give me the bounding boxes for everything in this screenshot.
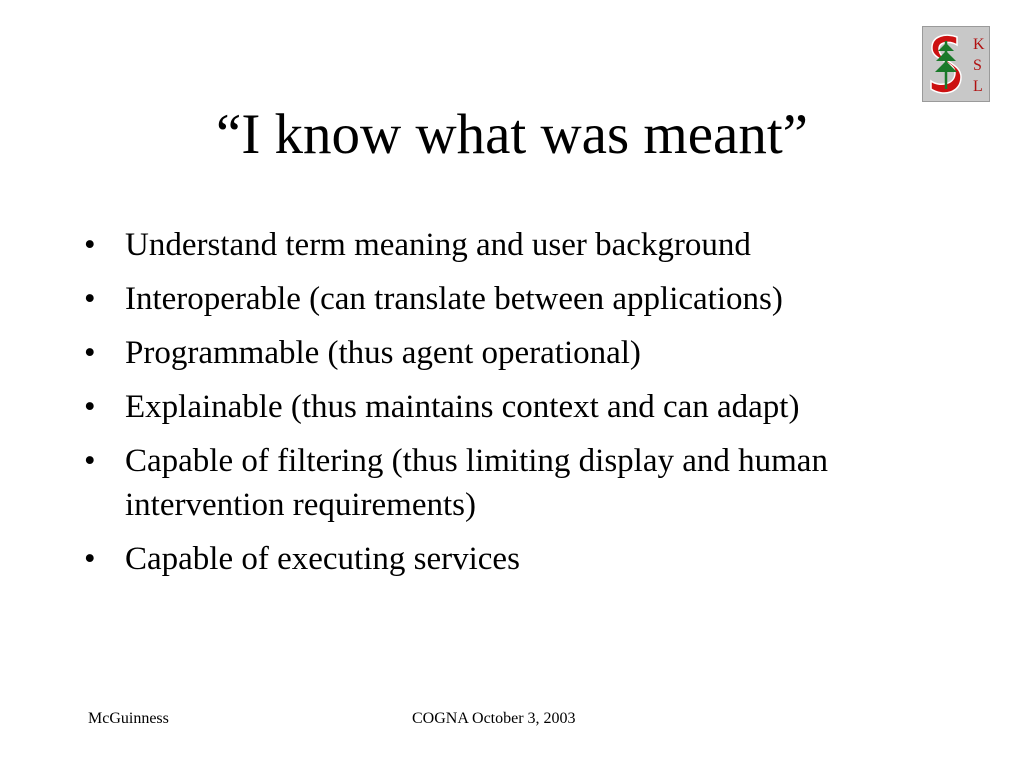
bullet-text: Capable of filtering (thus limiting display and human intervention requirements) xyxy=(125,443,828,523)
bullet-icon: • xyxy=(84,227,96,263)
logo-graphic xyxy=(923,27,989,101)
bullet-item xyxy=(84,439,964,527)
footer-event-date: COGNA October 3, 2003 xyxy=(412,710,576,727)
bullet-text: Explainable (thus maintains context and can adapt) xyxy=(125,389,800,425)
bullet-item xyxy=(84,537,964,581)
slide-title: “I know what was meant” xyxy=(216,103,808,166)
bullet-text: Understand term meaning and user background xyxy=(125,227,751,263)
bullet-icon: • xyxy=(84,443,96,479)
bullet-item xyxy=(84,223,964,267)
bullet-icon: • xyxy=(84,541,96,577)
logo-letter-l: L xyxy=(973,78,983,95)
bullet-icon: • xyxy=(84,389,96,425)
logo-letter-k: K xyxy=(973,36,985,53)
bullet-text: Programmable (thus agent operational) xyxy=(125,335,641,371)
bullet-item xyxy=(84,277,964,321)
bullet-item xyxy=(84,385,964,429)
bullet-icon: • xyxy=(84,281,96,317)
bullet-list xyxy=(84,223,964,591)
footer-author: McGuinness xyxy=(88,710,169,727)
bullet-icon: • xyxy=(84,335,96,371)
stanford-ksl-logo-icon xyxy=(922,26,990,102)
logo-letter-s: S xyxy=(973,57,982,74)
bullet-text: Capable of executing services xyxy=(125,541,520,577)
bullet-item xyxy=(84,331,964,375)
bullet-text: Interoperable (can translate between applications) xyxy=(125,281,783,317)
